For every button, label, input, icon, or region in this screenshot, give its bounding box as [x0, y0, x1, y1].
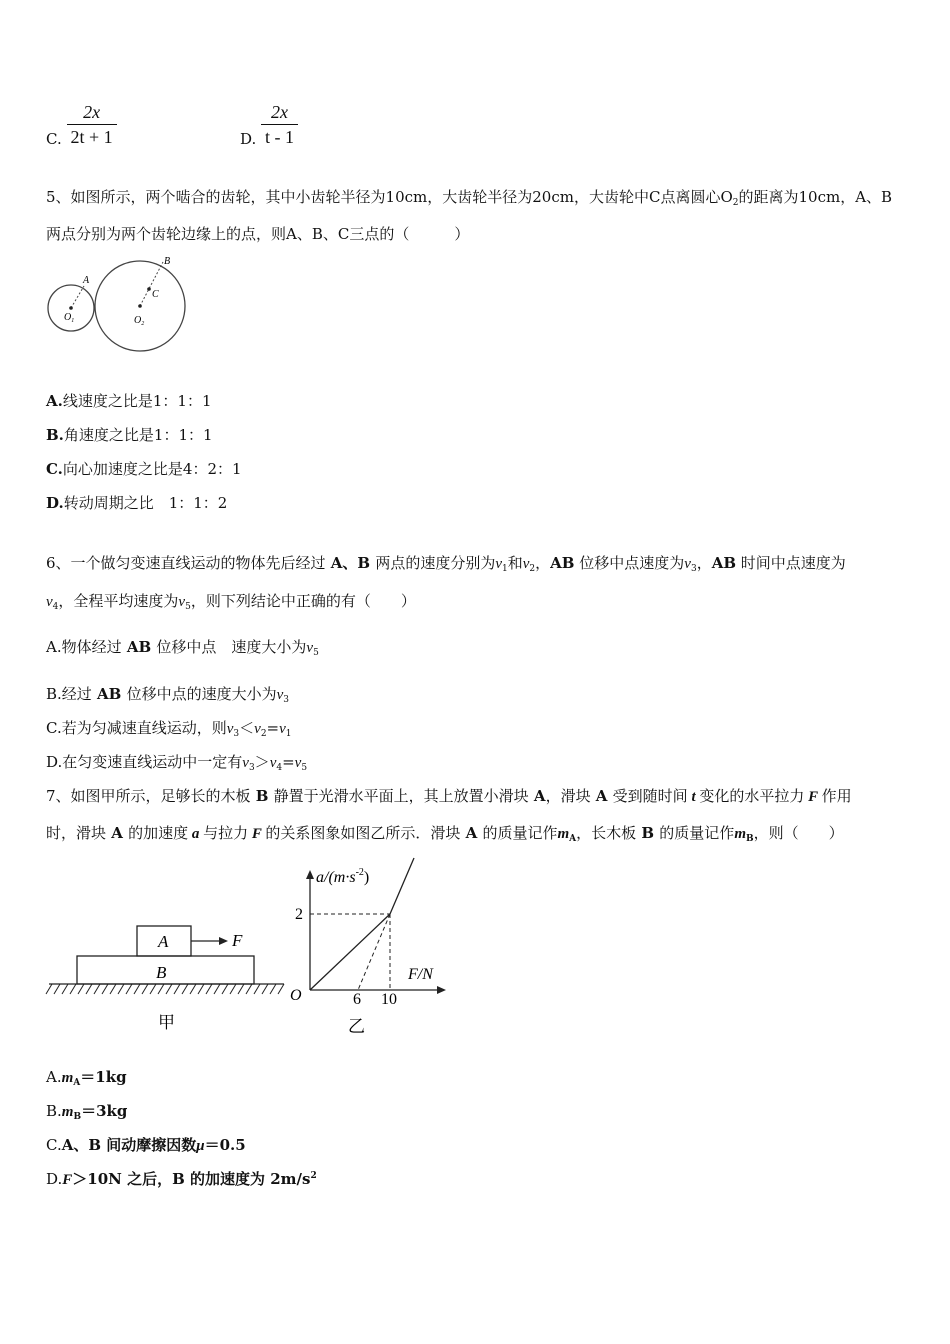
q5-label-b: B	[164, 256, 171, 267]
q6-question-line1: 6、一个做匀变速直线运动的物体先后经过 A、B 两点的速度分别为$v_1$和$v_2$，AB 位移中点速度为$v_3$，AB 时间中点速度为	[46, 554, 846, 574]
q7-figure-jia	[44, 920, 294, 1040]
q5-label-c: C	[152, 289, 159, 300]
q7-graph-ylabel: $a/(m\cdot s^{-2})$	[316, 867, 370, 886]
q7-option-c: C.A、B 间动摩擦因数μ＝0.5	[46, 1136, 246, 1154]
q6-option-a: A.物体经过 AB 位移中点 速度大小为$v_5$	[46, 638, 319, 658]
q6-option-d: D.在匀变速直线运动中一定有$v_3>v_4=v_5$	[46, 753, 308, 773]
q7-option-b: $B.m_B=3kg$	[46, 1102, 128, 1122]
q7-option-a: $A.m_A=1kg$	[46, 1068, 127, 1088]
q4-option-d-fraction: $\frac{2x}{t - 1}$	[261, 102, 298, 148]
q7-graph-origin: O	[290, 987, 302, 1004]
q6-question-line2: $v_4$，全程平均速度为$v_5$，则下列结论中正确的有（ ）	[46, 592, 416, 612]
q7-caption-yi: 乙	[348, 1017, 365, 1036]
q5-option-b: B.角速度之比是1：1：1	[46, 426, 213, 444]
q6-option-c: C.若为匀减速直线运动，则$v_3<v_2=v_1$	[46, 719, 292, 739]
q5-label-o1: $O_1$	[64, 312, 75, 324]
q5-question-line1: 5、如图所示，两个啮合的齿轮，其中小齿轮半径为10cm，大齿轮半径为20cm，大齿轮中C点离圆心$O_2$的距离为10cm，A、B	[46, 188, 893, 208]
q7-force-label: F	[232, 931, 243, 950]
q5-label-o2: $O_2$	[134, 315, 145, 327]
q7-graph-tick-x6: 6	[353, 991, 361, 1008]
q5-option-a: A.线速度之比是1：1：1	[46, 392, 212, 410]
q5-question-line2: 两点分别为两个齿轮边缘上的点，则A、B、C三点的（ ）	[46, 225, 470, 243]
q7-graph-tick-x10: 10	[381, 991, 397, 1008]
q7-graph-tick-y2: 2	[295, 906, 303, 923]
q5-option-c: C.向心加速度之比是4：2：1	[46, 460, 242, 478]
q7-option-d: D.F＞10N 之后，B 的加速度为 $2m/s^2$	[46, 1170, 317, 1188]
q5-label-a: A	[83, 275, 90, 286]
q7-block-a-label: A	[158, 932, 169, 951]
q7-caption-jia: 甲	[158, 1013, 175, 1032]
q7-figure-yi	[286, 854, 466, 1044]
q4-option-c: C. $\frac{2x}{2t + 1}$	[46, 102, 117, 148]
q4-option-c-fraction: $\frac{2x}{2t + 1}$	[67, 102, 117, 148]
q7-graph-xlabel: F/N	[408, 966, 433, 983]
q6-option-b: B.经过 AB 位移中点的速度大小为$v_3$	[46, 685, 289, 705]
q5-gear-figure	[44, 252, 189, 362]
q7-board-b-label: B	[156, 963, 167, 982]
q7-question-line1: 7、如图甲所示，足够长的木板 B 静置于光滑水平面上，其上放置小滑块 A，滑块 A 受到随时间 t 变化的水平拉力 F 作用	[46, 787, 852, 805]
q4-option-d: D. $\frac{2x}{t - 1}$	[240, 102, 298, 148]
q7-question-line2: 时，滑块 A 的加速度 a 与拉力 F 的关系图象如图乙所示．滑块 A 的质量记作$m_A$，长木板 B 的质量记作$m_B$，则（ ）	[46, 824, 844, 844]
q5-option-d: D.转动周期之比 1：1：2	[46, 494, 228, 512]
